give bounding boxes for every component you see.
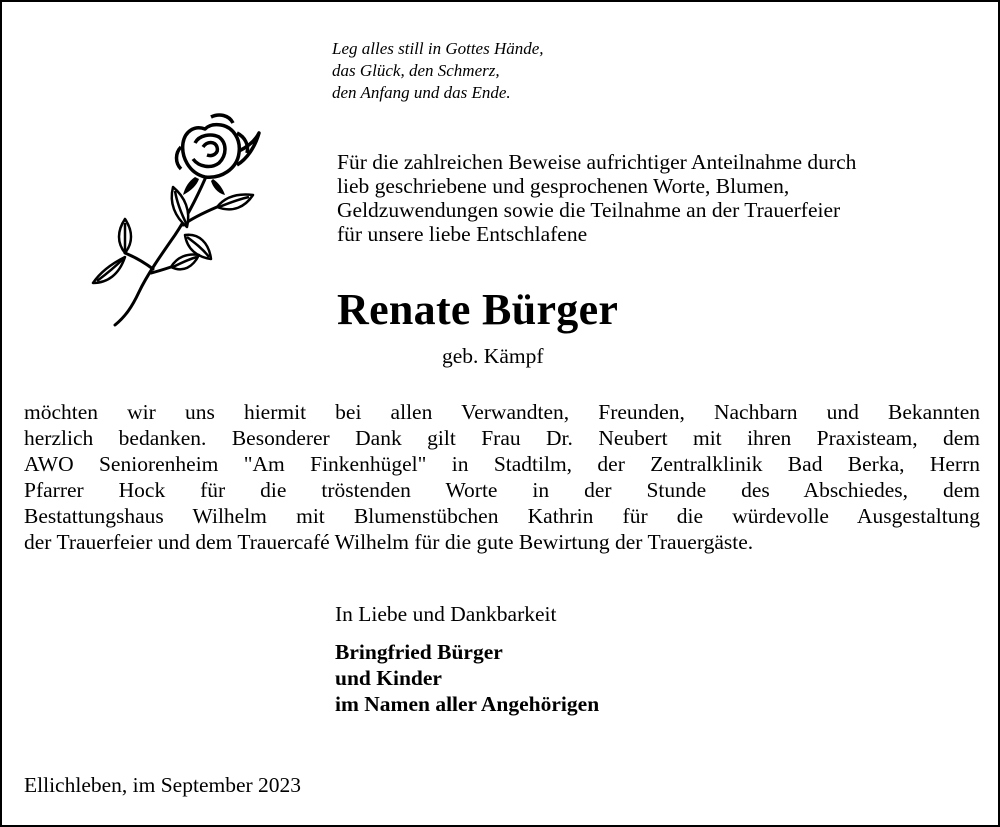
- intro-line: für unsere liebe Entschlafene: [337, 222, 588, 246]
- maiden-name: geb. Kämpf: [442, 344, 544, 368]
- deceased-name: Renate Bürger: [337, 285, 619, 334]
- place-date: Ellichleben, im September 2023: [24, 773, 302, 797]
- intro-text: [337, 150, 856, 246]
- paragraph-line: Pfarrer Hock für die tröstenden Worte in der Stunde des Abschiedes, dem: [24, 478, 980, 502]
- rose-icon: [87, 107, 277, 332]
- paragraph-line: der Trauerfeier und dem Trauercafé Wilhelm für die gute Bewirtung der Trauergäste.: [24, 530, 754, 554]
- closing-phrase: In Liebe und Dankbarkeit: [335, 602, 557, 626]
- intro-line: Für die zahlreichen Beweise aufrichtiger Anteilnahme durch: [337, 150, 857, 174]
- paragraph-line: Bestattungshaus Wilhelm mit Blumenstübchen Kathrin für die würdevolle Ausgestaltung: [24, 504, 980, 528]
- paragraph-line: AWO Seniorenheim "Am Finkenhügel" in Stadtilm, der Zentralklinik Bad Berka, Herrn: [24, 452, 980, 476]
- poem-line: den Anfang und das Ende.: [332, 83, 511, 102]
- intro-line: Geldzuwendungen sowie die Teilnahme an der Trauerfeier: [337, 198, 841, 222]
- poem-line: das Glück, den Schmerz,: [332, 61, 500, 80]
- signers: [335, 639, 599, 717]
- poem-line: Leg alles still in Gottes Hände,: [332, 39, 544, 58]
- intro-line: lieb geschriebene und gesprochenen Worte, Blumen,: [337, 174, 790, 198]
- thanks-paragraph: [24, 399, 980, 555]
- paragraph-line: möchten wir uns hiermit bei allen Verwandten, Freunden, Nachbarn und Bekannten: [24, 400, 980, 424]
- poem: [332, 38, 544, 104]
- signer-line: im Namen aller Angehörigen: [335, 692, 600, 716]
- paragraph-line: herzlich bedanken. Besonderer Dank gilt Frau Dr. Neubert mit ihren Praxisteam, dem: [24, 426, 980, 450]
- signer-line: Bringfried Bürger: [335, 640, 503, 664]
- signer-line: und Kinder: [335, 666, 442, 690]
